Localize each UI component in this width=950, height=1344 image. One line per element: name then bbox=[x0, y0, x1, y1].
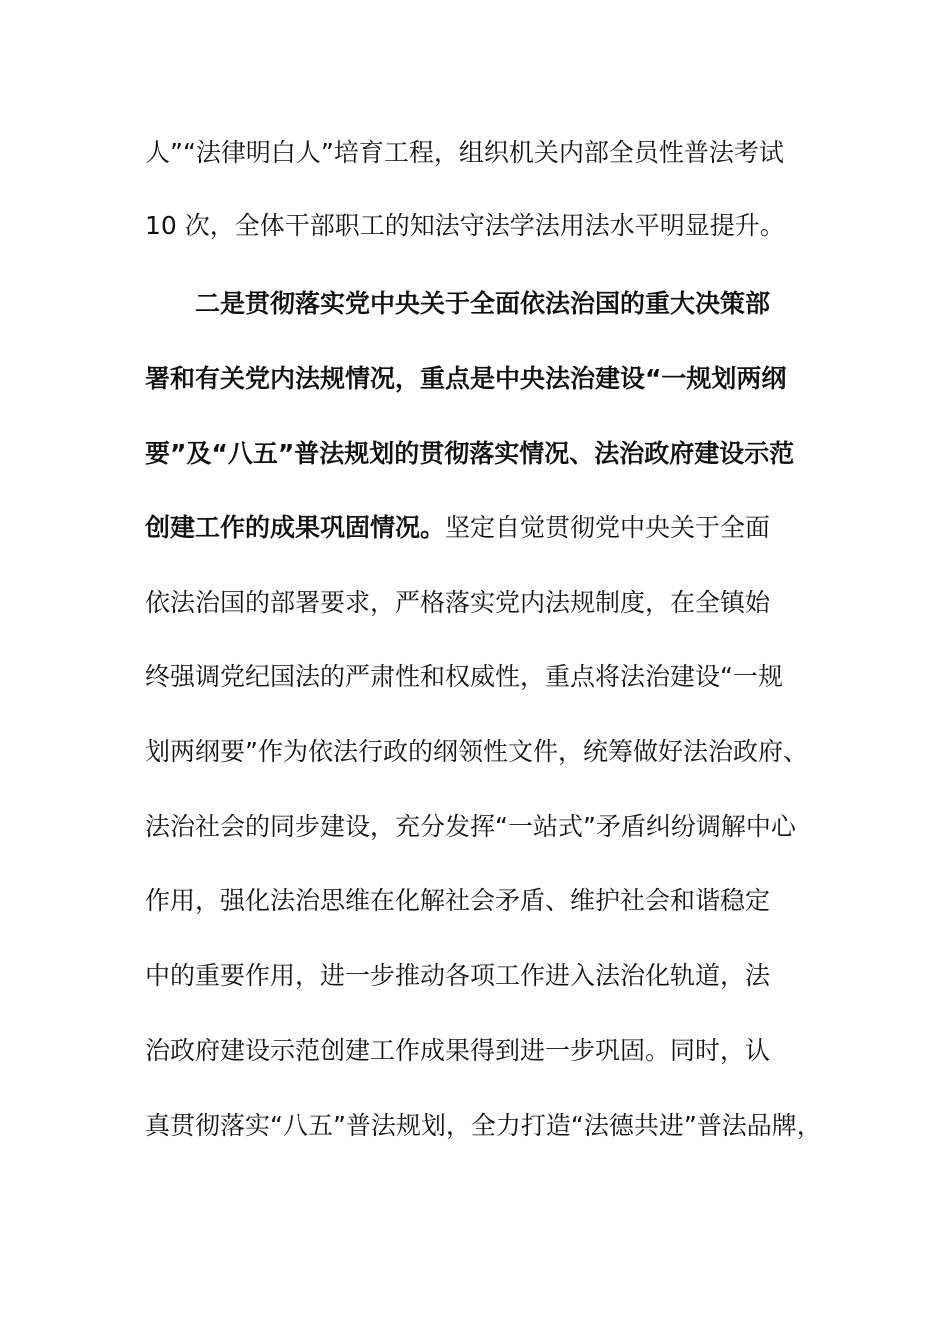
body-text-line-4: 依法治国的部署要求，严格落实党内法规制度，在全镇始 bbox=[145, 588, 771, 617]
body-text-line-10: 治政府建设示范创建工作成果得到进一步巩固。同时，认 bbox=[145, 1036, 771, 1065]
body-text-line-2: 10 次，全体干部职工的知法守法学法用法水平明显提升。 bbox=[145, 211, 785, 240]
body-text-line-7: 法治社会的同步建设，充分发挥“一站式”矛盾纠纷调解中心 bbox=[145, 812, 796, 841]
body-text-line-6: 划两纲要”作为依法行政的纲领性文件，统筹做好法治政府、 bbox=[145, 737, 808, 766]
body-text-line-5: 终强调党纪国法的严肃性和权威性，重点将法治建设“一规 bbox=[145, 662, 783, 691]
heading-line-1: 二是贯彻落实党中央关于全面依法治国的重大决策部 bbox=[195, 289, 771, 318]
body-text-line-8: 作用，强化法治思维在化解社会矛盾、维护社会和谐稳定 bbox=[145, 886, 771, 915]
heading-line-2: 署和有关党内法规情况，重点是中央法治建设“一规划两纲 bbox=[145, 364, 787, 393]
heading-line-4: 创建工作的成果巩固情况。 bbox=[145, 513, 446, 542]
body-text-line-9: 中的重要作用，进一步推动各项工作进入法治化轨道，法 bbox=[145, 961, 771, 990]
body-text-line-3: 坚定自觉贯彻党中央关于全面 bbox=[445, 513, 771, 542]
body-text-line-1: 人”“法律明白人”培育工程，组织机关内部全员性普法考试 bbox=[145, 138, 784, 167]
body-text-line-11: 真贯彻落实“八五”普法规划，全力打造“法德共进”普法品牌， bbox=[145, 1111, 822, 1140]
mixed-line bbox=[145, 512, 845, 544]
heading-line-3: 要”及“八五”普法规划的贯彻落实情况、法治政府建设示范 bbox=[145, 439, 795, 468]
